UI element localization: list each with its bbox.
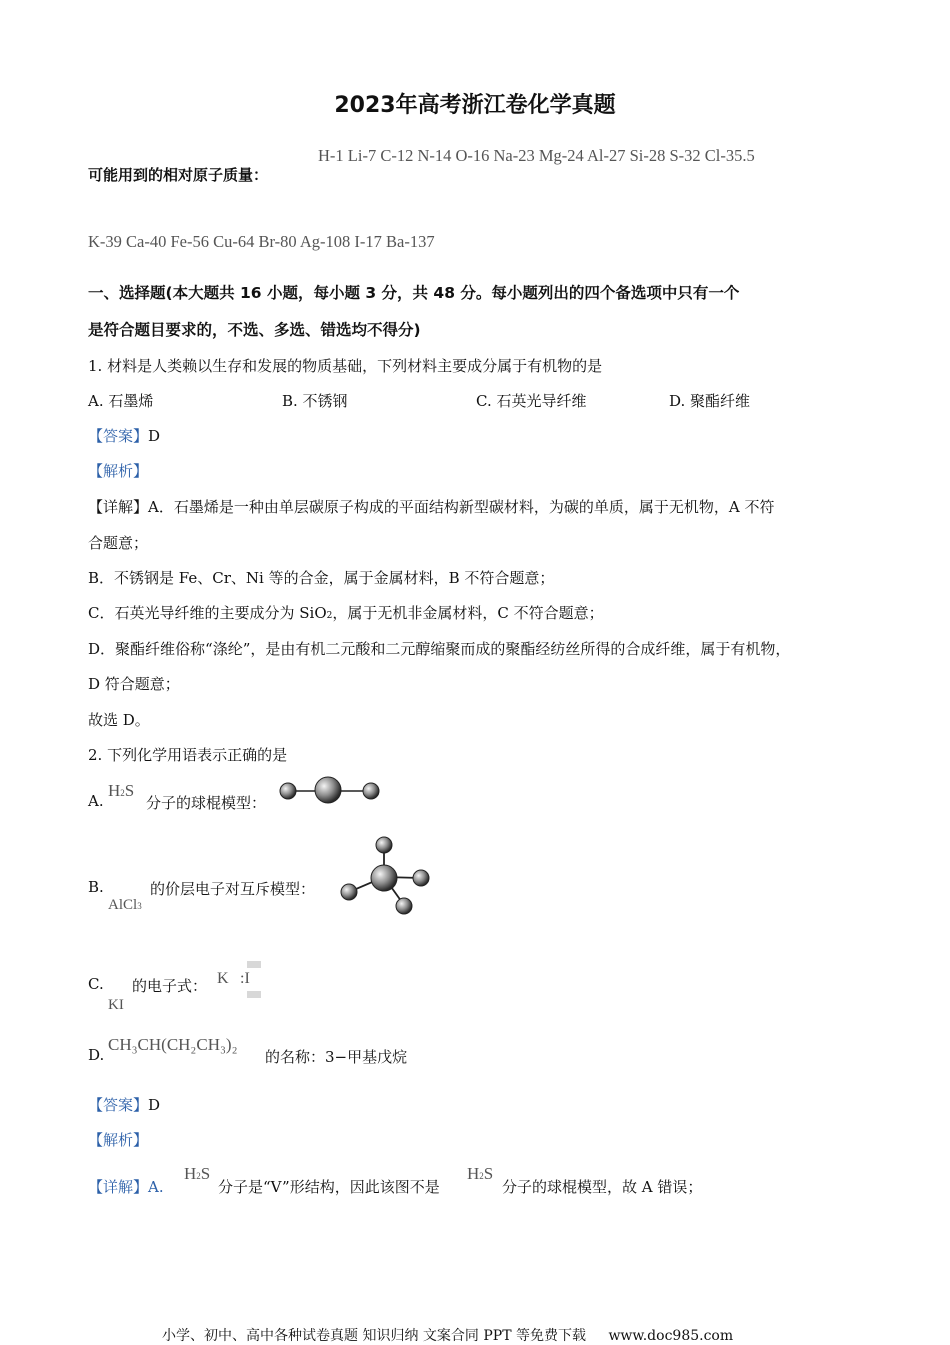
q2-option-c-prefix: C. (88, 975, 104, 993)
q2-option-d-text: 的名称：3−甲基戊烷 (265, 1048, 408, 1066)
q2-option-a-prefix: A. (88, 792, 104, 810)
atomic-masses-line1: H-1 Li-7 C-12 N-14 O-16 Na-23 Mg-24 Al-27 Si-28 S-32 Cl-35.5 (318, 146, 755, 165)
q2-option-a-formula (108, 781, 134, 801)
formula-h: H (467, 1164, 480, 1183)
q1-option-a: A. 石墨烯 (88, 392, 154, 410)
h2s-ball-stick-model (276, 774, 386, 808)
q1-detail-a1: 【详解】A．石墨烯是一种由单层碳原子构成的平面结构新型碳材料，为碳的单质，属于无机物，A 不符 (88, 498, 775, 516)
electron-dots-icon (243, 958, 263, 1002)
footer-slogan: 小学、初中、高中各种试卷真题 知识归纳 文案合同 PPT 等免费下载 (162, 1328, 586, 1344)
q1-option-b: B. 不锈钢 (282, 392, 348, 410)
q2-option-c-k: K (217, 970, 229, 987)
footer-link[interactable]: www.doc985.com (608, 1328, 734, 1344)
formula-s: S (200, 1164, 211, 1183)
footer-text (162, 1325, 733, 1345)
formula-s: S (483, 1164, 494, 1183)
q1-option-d: D. 聚酯纤维 (669, 392, 751, 410)
q2-option-b-formula (108, 897, 142, 914)
q1-option-c: C. 石英光导纤维 (476, 392, 587, 410)
q2-detail-prefix (88, 1176, 164, 1197)
q2-option-d-prefix: D. (88, 1046, 105, 1064)
q2-stem: 2. 下列化学用语表示正确的是 (88, 746, 288, 764)
q2-option-b-prefix: B. (88, 878, 104, 896)
q1-stem: 1. 材料是人类赖以生存和发展的物质基础，下列材料主要成分属于有机物的是 (88, 357, 603, 375)
q2-option-a-text: 分子的球棍模型： (146, 794, 267, 812)
q2-option-c-text: 的电子式： (132, 977, 208, 995)
formula-s: S (124, 781, 135, 800)
atomic-masses-line2: K-39 Ca-40 Fe-56 Cu-64 Br-80 Ag-108 I-17 Ba-137 (88, 232, 435, 251)
detail-c-text-end: ，属于无机非金属材料，C 不符合题意； (332, 604, 604, 622)
formula-h: H (108, 781, 121, 800)
answer-label: 【答案】 (88, 427, 149, 445)
q1-detail-c (88, 602, 604, 623)
q1-analysis-label: 【解析】 (88, 462, 149, 480)
detail-label: 【详解】A. (88, 1178, 164, 1196)
alcl-subscript: 3 (137, 901, 142, 911)
atomic-masses-label: 可能用到的相对原子质量： (88, 166, 269, 184)
detail-c-text: C．石英光导纤维的主要成分为 SiO (88, 604, 327, 622)
sio2-subscript: 2 (326, 611, 333, 621)
formula-sub: 2 (120, 788, 125, 798)
q2-option-b-text: 的价层电子对互斥模型： (150, 880, 316, 898)
formula-sub: 2 (479, 1171, 484, 1181)
q2-analysis-label: 【解析】 (88, 1131, 149, 1149)
q2-option-c-i: :I (240, 970, 250, 987)
alcl-text: AlCl (108, 897, 138, 913)
q2-detail-end: 分子的球棍模型，故 A 错误； (502, 1178, 703, 1196)
answer-label: 【答案】 (88, 1096, 149, 1114)
page-title: 2023年高考浙江卷化学真题 (334, 93, 616, 118)
answer-value: D (148, 1096, 161, 1114)
q1-answer (88, 425, 160, 446)
q2-option-d-formula: CH₃CH(CH₂CH₃)₂ (108, 1035, 238, 1054)
q2-detail-formula-2 (467, 1164, 493, 1184)
answer-value: D (148, 427, 161, 445)
q1-conclusion: 故选 D。 (88, 711, 150, 729)
formula-sub: 2 (196, 1171, 201, 1181)
alcl3-vsepr-model (336, 832, 436, 922)
formula-h: H (184, 1164, 197, 1183)
q2-detail-formula-1 (184, 1164, 210, 1184)
q1-detail-d1: D．聚酯纤维俗称“涤纶”，是由有机二元酸和二元醇缩聚而成的聚酯经纺丝所得的合成纤维，属于有机物， (88, 640, 791, 658)
q1-detail-b: B．不锈钢是 Fe、Cr、Ni 等的合金，属于金属材料，B 不符合题意； (88, 569, 555, 587)
q1-detail-d2: D 符合题意； (88, 675, 180, 693)
q1-detail-a2: 合题意； (88, 534, 149, 552)
section-heading-line1: 一、选择题(本大题共 16 小题，每小题 3 分，共 48 分。每小题列出的四个备选项中只有一个 (88, 284, 740, 302)
q2-detail-mid: 分子是“V”形结构，因此该图不是 (218, 1178, 440, 1196)
section-heading-line2: 是符合题目要求的，不选、多选、错选均不得分) (88, 321, 421, 339)
q2-option-c-formula: KI (108, 997, 124, 1013)
q2-answer (88, 1094, 160, 1115)
